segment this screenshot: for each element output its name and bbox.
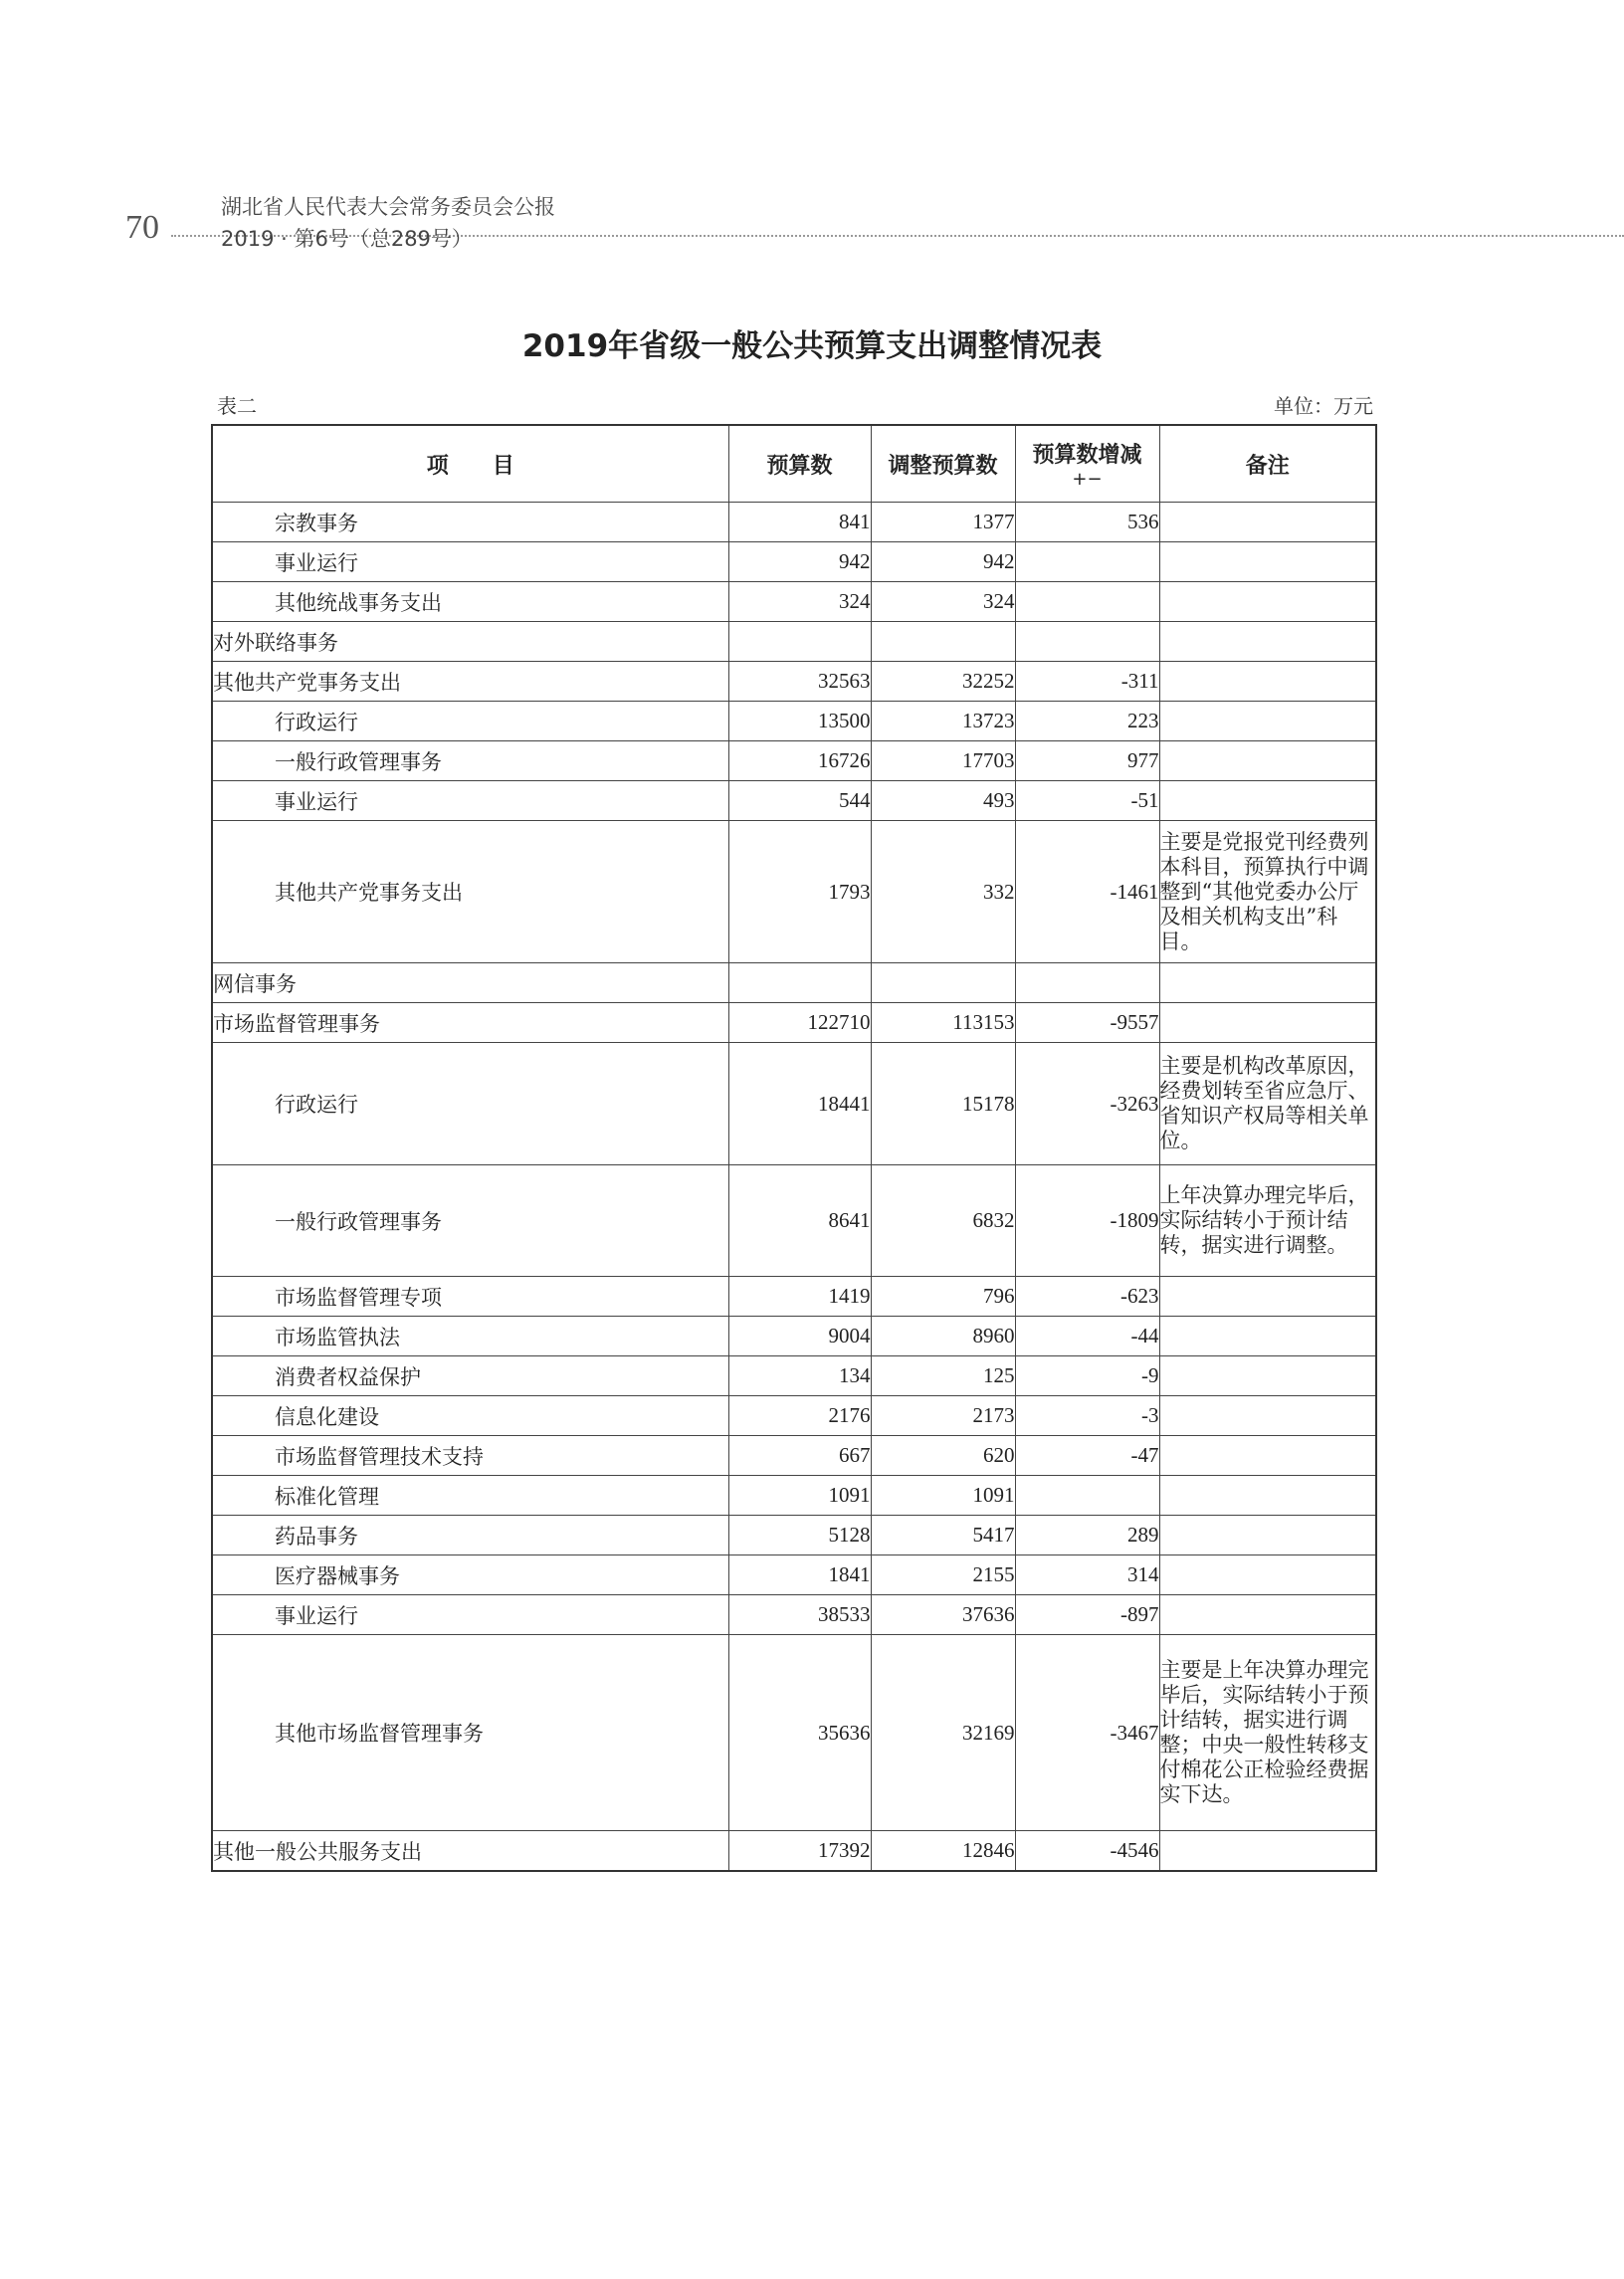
table-row xyxy=(212,1635,1376,1831)
row-item-name: 消费者权益保护 xyxy=(212,1356,728,1396)
row-note xyxy=(1159,662,1376,702)
row-item-name: 其他共产党事务支出 xyxy=(212,662,728,702)
page-title: 2019年省级一般公共预算支出调整情况表 xyxy=(521,328,1103,364)
page-number: 70 xyxy=(125,209,159,246)
row-change: -3467 xyxy=(1015,1635,1159,1831)
table-header-row xyxy=(212,425,1376,503)
row-note xyxy=(1159,963,1376,1003)
row-budget: 667 xyxy=(728,1436,871,1476)
row-budget: 8641 xyxy=(728,1165,871,1277)
row-item-name: 标准化管理 xyxy=(212,1476,728,1516)
row-change: -1809 xyxy=(1015,1165,1159,1277)
row-item-name: 对外联络事务 xyxy=(212,622,728,662)
row-change: 289 xyxy=(1015,1516,1159,1555)
row-item-name: 市场监督管理事务 xyxy=(212,1003,728,1043)
journal-name: 湖北省人民代表大会常务委员会公报 xyxy=(221,195,555,219)
row-adjusted: 13723 xyxy=(871,702,1015,741)
row-change: -1461 xyxy=(1015,821,1159,963)
table-row xyxy=(212,1003,1376,1043)
row-change: -3 xyxy=(1015,1396,1159,1436)
row-change xyxy=(1015,963,1159,1003)
row-note xyxy=(1159,741,1376,781)
row-change xyxy=(1015,582,1159,622)
table-row xyxy=(212,702,1376,741)
row-budget xyxy=(728,622,871,662)
col-header-item: 项 目 xyxy=(212,425,728,503)
row-budget: 2176 xyxy=(728,1396,871,1436)
row-budget: 1091 xyxy=(728,1476,871,1516)
table-row xyxy=(212,781,1376,821)
row-item-name: 其他一般公共服务支出 xyxy=(212,1831,728,1872)
row-change: -9557 xyxy=(1015,1003,1159,1043)
row-adjusted: 493 xyxy=(871,781,1015,821)
row-note xyxy=(1159,622,1376,662)
row-adjusted: 15178 xyxy=(871,1043,1015,1165)
row-item-name: 行政运行 xyxy=(212,1043,728,1165)
row-adjusted: 12846 xyxy=(871,1831,1015,1872)
row-budget: 13500 xyxy=(728,702,871,741)
row-budget: 18441 xyxy=(728,1043,871,1165)
row-note: 上年决算办理完毕后，实际结转小于预计结转，据实进行调整。 xyxy=(1159,1165,1376,1277)
row-change: 314 xyxy=(1015,1555,1159,1595)
row-adjusted: 324 xyxy=(871,582,1015,622)
table-row xyxy=(212,1516,1376,1555)
row-item-name: 信息化建设 xyxy=(212,1396,728,1436)
table-row xyxy=(212,1476,1376,1516)
row-budget: 122710 xyxy=(728,1003,871,1043)
row-budget xyxy=(728,963,871,1003)
table-row xyxy=(212,1396,1376,1436)
row-item-name: 一般行政管理事务 xyxy=(212,741,728,781)
table-row xyxy=(212,1317,1376,1356)
table-row xyxy=(212,821,1376,963)
row-note xyxy=(1159,702,1376,741)
row-budget: 1793 xyxy=(728,821,871,963)
row-change: -9 xyxy=(1015,1356,1159,1396)
row-note xyxy=(1159,1516,1376,1555)
col-header-budget: 预算数 xyxy=(728,425,871,503)
row-item-name: 市场监督管理技术支持 xyxy=(212,1436,728,1476)
row-item-name: 事业运行 xyxy=(212,781,728,821)
table-row xyxy=(212,1043,1376,1165)
row-item-name: 其他共产党事务支出 xyxy=(212,821,728,963)
row-note xyxy=(1159,1831,1376,1872)
col-header-change xyxy=(1015,425,1159,503)
row-budget: 5128 xyxy=(728,1516,871,1555)
row-item-name: 市场监督管理专项 xyxy=(212,1277,728,1317)
row-adjusted xyxy=(871,963,1015,1003)
row-change xyxy=(1015,622,1159,662)
row-change: -44 xyxy=(1015,1317,1159,1356)
row-adjusted: 17703 xyxy=(871,741,1015,781)
row-note: 主要是上年决算办理完毕后，实际结转小于预计结转，据实进行调整；中央一般性转移支付棉花公正检验经费据实下达。 xyxy=(1159,1635,1376,1831)
table-row xyxy=(212,963,1376,1003)
row-note xyxy=(1159,582,1376,622)
row-adjusted: 620 xyxy=(871,1436,1015,1476)
row-item-name: 市场监管执法 xyxy=(212,1317,728,1356)
col-header-adjusted: 调整预算数 xyxy=(871,425,1015,503)
row-adjusted: 796 xyxy=(871,1277,1015,1317)
row-item-name: 一般行政管理事务 xyxy=(212,1165,728,1277)
row-adjusted xyxy=(871,622,1015,662)
table-row xyxy=(212,542,1376,582)
row-note xyxy=(1159,1436,1376,1476)
row-change: -311 xyxy=(1015,662,1159,702)
row-adjusted: 2155 xyxy=(871,1555,1015,1595)
row-adjusted: 2173 xyxy=(871,1396,1015,1436)
row-change: -3263 xyxy=(1015,1043,1159,1165)
col-header-change-label: 预算数增减 xyxy=(1032,443,1142,468)
table-row xyxy=(212,622,1376,662)
row-budget: 841 xyxy=(728,503,871,542)
row-item-name: 药品事务 xyxy=(212,1516,728,1555)
row-note xyxy=(1159,1356,1376,1396)
row-budget: 1419 xyxy=(728,1277,871,1317)
table-row xyxy=(212,1555,1376,1595)
row-note xyxy=(1159,1476,1376,1516)
row-adjusted: 6832 xyxy=(871,1165,1015,1277)
table-row xyxy=(212,1595,1376,1635)
row-item-name: 其他市场监督管理事务 xyxy=(212,1635,728,1831)
row-budget: 134 xyxy=(728,1356,871,1396)
row-adjusted: 32169 xyxy=(871,1635,1015,1831)
row-budget: 16726 xyxy=(728,741,871,781)
row-adjusted: 8960 xyxy=(871,1317,1015,1356)
row-adjusted: 32252 xyxy=(871,662,1015,702)
row-note xyxy=(1159,1277,1376,1317)
row-change: 977 xyxy=(1015,741,1159,781)
col-header-note: 备注 xyxy=(1159,425,1376,503)
row-note xyxy=(1159,542,1376,582)
row-change: -51 xyxy=(1015,781,1159,821)
table-row xyxy=(212,741,1376,781)
row-budget: 17392 xyxy=(728,1831,871,1872)
row-note: 主要是党报党刊经费列本科目，预算执行中调整到“其他党委办公厅及相关机构支出”科目。 xyxy=(1159,821,1376,963)
row-note xyxy=(1159,1317,1376,1356)
row-adjusted: 942 xyxy=(871,542,1015,582)
table-row xyxy=(212,1436,1376,1476)
row-budget: 35636 xyxy=(728,1635,871,1831)
row-adjusted: 5417 xyxy=(871,1516,1015,1555)
row-note xyxy=(1159,1396,1376,1436)
table-row xyxy=(212,503,1376,542)
budget-table xyxy=(211,424,1377,1872)
row-item-name: 医疗器械事务 xyxy=(212,1555,728,1595)
row-budget: 38533 xyxy=(728,1595,871,1635)
row-item-name: 其他统战事务支出 xyxy=(212,582,728,622)
table-row xyxy=(212,1165,1376,1277)
table-label: 表二 xyxy=(217,394,257,418)
row-change: -897 xyxy=(1015,1595,1159,1635)
row-note xyxy=(1159,503,1376,542)
row-item-name: 网信事务 xyxy=(212,963,728,1003)
table-row xyxy=(212,662,1376,702)
row-item-name: 行政运行 xyxy=(212,702,728,741)
row-change: -47 xyxy=(1015,1436,1159,1476)
issue-number: 2019 · 第6号（总289号） xyxy=(221,227,473,251)
row-note: 主要是机构改革原因，经费划转至省应急厅、省知识产权局等相关单位。 xyxy=(1159,1043,1376,1165)
row-adjusted: 1091 xyxy=(871,1476,1015,1516)
row-note xyxy=(1159,1595,1376,1635)
table-row xyxy=(212,582,1376,622)
row-item-name: 事业运行 xyxy=(212,542,728,582)
row-budget: 544 xyxy=(728,781,871,821)
row-budget: 1841 xyxy=(728,1555,871,1595)
row-adjusted: 125 xyxy=(871,1356,1015,1396)
row-budget: 324 xyxy=(728,582,871,622)
row-change xyxy=(1015,1476,1159,1516)
row-adjusted: 332 xyxy=(871,821,1015,963)
row-change: -4546 xyxy=(1015,1831,1159,1872)
row-item-name: 宗教事务 xyxy=(212,503,728,542)
row-change: -623 xyxy=(1015,1277,1159,1317)
table-row xyxy=(212,1831,1376,1872)
table-body xyxy=(212,503,1376,1872)
row-change xyxy=(1015,542,1159,582)
unit-label: 单位：万元 xyxy=(1274,394,1373,418)
row-item-name: 事业运行 xyxy=(212,1595,728,1635)
row-change: 223 xyxy=(1015,702,1159,741)
col-header-change-sign: +− xyxy=(1072,469,1103,490)
row-adjusted: 1377 xyxy=(871,503,1015,542)
row-budget: 32563 xyxy=(728,662,871,702)
row-budget: 942 xyxy=(728,542,871,582)
row-adjusted: 113153 xyxy=(871,1003,1015,1043)
row-note xyxy=(1159,1003,1376,1043)
row-note xyxy=(1159,781,1376,821)
row-adjusted: 37636 xyxy=(871,1595,1015,1635)
row-budget: 9004 xyxy=(728,1317,871,1356)
row-change: 536 xyxy=(1015,503,1159,542)
row-note xyxy=(1159,1555,1376,1595)
table-row xyxy=(212,1356,1376,1396)
table-row xyxy=(212,1277,1376,1317)
